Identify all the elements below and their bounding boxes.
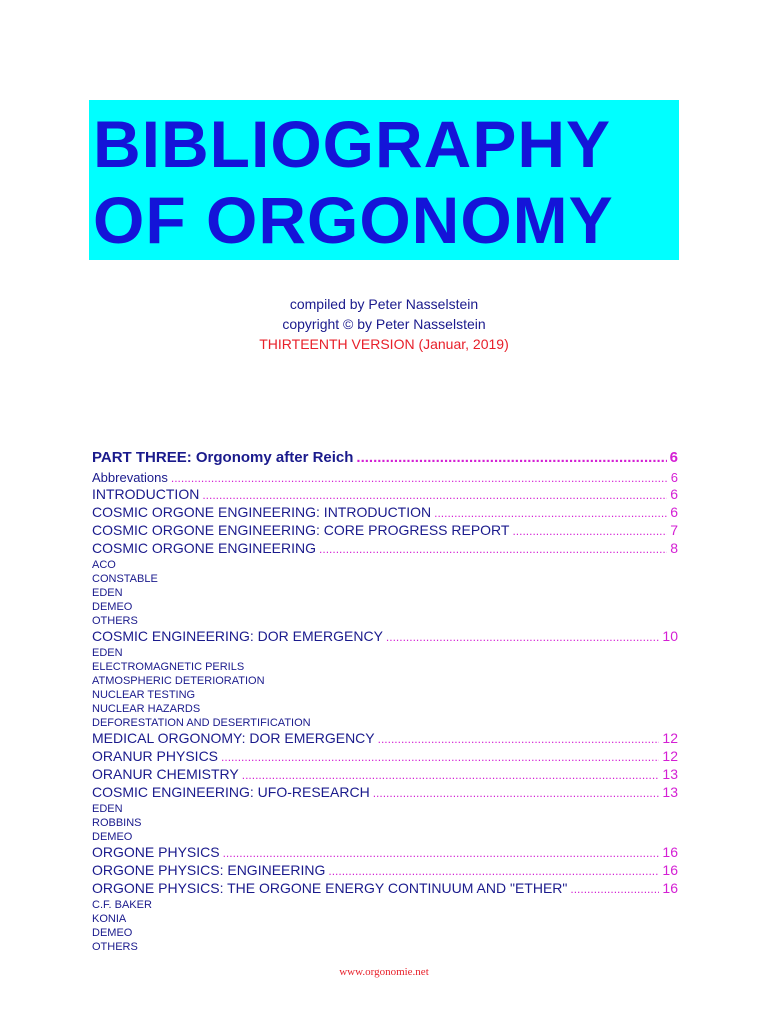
toc-dot-leader: [512, 523, 667, 540]
toc-entry: [92, 540, 678, 558]
toc-dot-leader: [319, 541, 667, 558]
toc-dot-leader: [223, 845, 660, 862]
toc-entry: [92, 504, 678, 522]
toc-dot-leader: [356, 446, 666, 470]
toc-entry: [92, 730, 678, 748]
version-line: THIRTEENTH VERSION (Januar, 2019): [259, 336, 509, 352]
toc-entry-page: 10: [662, 628, 678, 644]
toc-dot-leader: [386, 629, 660, 646]
toc-part-label: PART THREE: Orgonomy after Reich: [92, 449, 354, 466]
toc-sub-entry: ROBBINS: [92, 817, 142, 829]
toc-sub-entry: CONSTABLE: [92, 573, 158, 585]
toc-entry-label: INTRODUCTION: [92, 486, 200, 502]
toc-sub-entry: EDEN: [92, 587, 123, 599]
toc-dot-leader: [221, 749, 659, 766]
credits-block: [0, 294, 768, 354]
toc-entry-page: 7: [670, 522, 678, 538]
toc-sub-entry: DEMEO: [92, 831, 133, 843]
toc-entry-page: 6: [670, 504, 678, 520]
toc-dot-leader: [373, 785, 660, 802]
toc-sub-entry: DEMEO: [92, 601, 133, 613]
toc-entry-label: ORANUR PHYSICS: [92, 748, 219, 764]
toc-entry-label: ORGONE PHYSICS: ENGINEERING: [92, 862, 326, 878]
toc-entry-label: MEDICAL ORGONOMY: DOR EMERGENCY: [92, 730, 375, 746]
toc-entry: [92, 470, 678, 486]
toc-entry: [92, 862, 678, 880]
toc-dot-leader: [202, 487, 667, 504]
toc-entry-label: COSMIC ORGONE ENGINEERING: [92, 540, 317, 556]
copyright-line: copyright © by Peter Nasselstein: [282, 316, 486, 332]
toc-sub-entry: EDEN: [92, 803, 123, 815]
toc-dot-leader: [328, 863, 659, 880]
toc-entries: [92, 470, 678, 954]
toc-entry-label: ORGONE PHYSICS: THE ORGONE ENERGY CONTINUUM AND "ETHER": [92, 880, 568, 896]
toc-entry-label: ORGONE PHYSICS: [92, 844, 220, 860]
toc-entry: [92, 844, 678, 862]
title-banner: [89, 100, 679, 260]
toc-entry-label: Abbrevations: [92, 470, 168, 485]
toc-part-page: 6: [669, 449, 678, 466]
footer-url: www.orgonomie.net: [339, 966, 429, 978]
toc-sub-entry: OTHERS: [92, 615, 138, 627]
toc-entry-label: COSMIC ORGONE ENGINEERING: INTRODUCTION: [92, 504, 432, 520]
toc-entry-page: 13: [662, 784, 678, 800]
toc-entry-page: 12: [662, 730, 678, 746]
compiled-by: compiled by Peter Nasselstein: [289, 296, 479, 312]
toc-sub-entry: KONIA: [92, 913, 127, 925]
toc-entry: [92, 784, 678, 802]
toc-entry-label: COSMIC ENGINEERING: UFO-RESEARCH: [92, 784, 370, 800]
toc-sub-entry: NUCLEAR TESTING: [92, 689, 196, 701]
toc-entry-page: 16: [662, 844, 678, 860]
toc-entry: [92, 766, 678, 784]
toc-entry: [92, 748, 678, 766]
toc-entry: [92, 486, 678, 504]
toc-entry: [92, 628, 678, 646]
toc-entry: [92, 880, 678, 898]
toc-sub-entry: ATMOSPHERIC DETERIORATION: [92, 675, 265, 687]
toc-entry-page: 13: [662, 766, 678, 782]
toc-entry-label: COSMIC ENGINEERING: DOR EMERGENCY: [92, 628, 383, 644]
toc-entry-page: 16: [662, 880, 678, 896]
toc-dot-leader: [171, 470, 668, 486]
toc-entry-page: 6: [670, 470, 678, 485]
toc-entry-label: ORANUR CHEMISTRY: [92, 766, 239, 782]
toc-dot-leader: [434, 505, 667, 522]
table-of-contents: [92, 446, 678, 954]
toc-sub-entry: DEMEO: [92, 927, 133, 939]
title-line-1: BIBLIOGRAPHY: [93, 107, 612, 181]
toc-dot-leader: [242, 767, 660, 784]
toc-entry-label: COSMIC ORGONE ENGINEERING: CORE PROGRESS REPORT: [92, 522, 510, 538]
toc-sub-entry: DEFORESTATION AND DESERTIFICATION: [92, 717, 311, 729]
toc-sub-entry: ACO: [92, 559, 116, 571]
toc-dot-leader: [570, 881, 659, 898]
toc-sub-entry: OTHERS: [92, 941, 138, 953]
toc-sub-entry: NUCLEAR HAZARDS: [92, 703, 201, 715]
toc-part-heading: [92, 446, 678, 470]
toc-sub-entry: ELECTROMAGNETIC PERILS: [92, 661, 245, 673]
toc-entry-page: 12: [662, 748, 678, 764]
toc-sub-entry: EDEN: [92, 647, 123, 659]
toc-entry-page: 8: [670, 540, 678, 556]
title-line-2: OF ORGONOMY: [93, 183, 614, 257]
toc-dot-leader: [378, 731, 660, 748]
toc-entry-page: 6: [670, 486, 678, 502]
toc-entry-page: 16: [662, 862, 678, 878]
toc-sub-entry: C.F. BAKER: [92, 899, 152, 911]
toc-entry: [92, 522, 678, 540]
